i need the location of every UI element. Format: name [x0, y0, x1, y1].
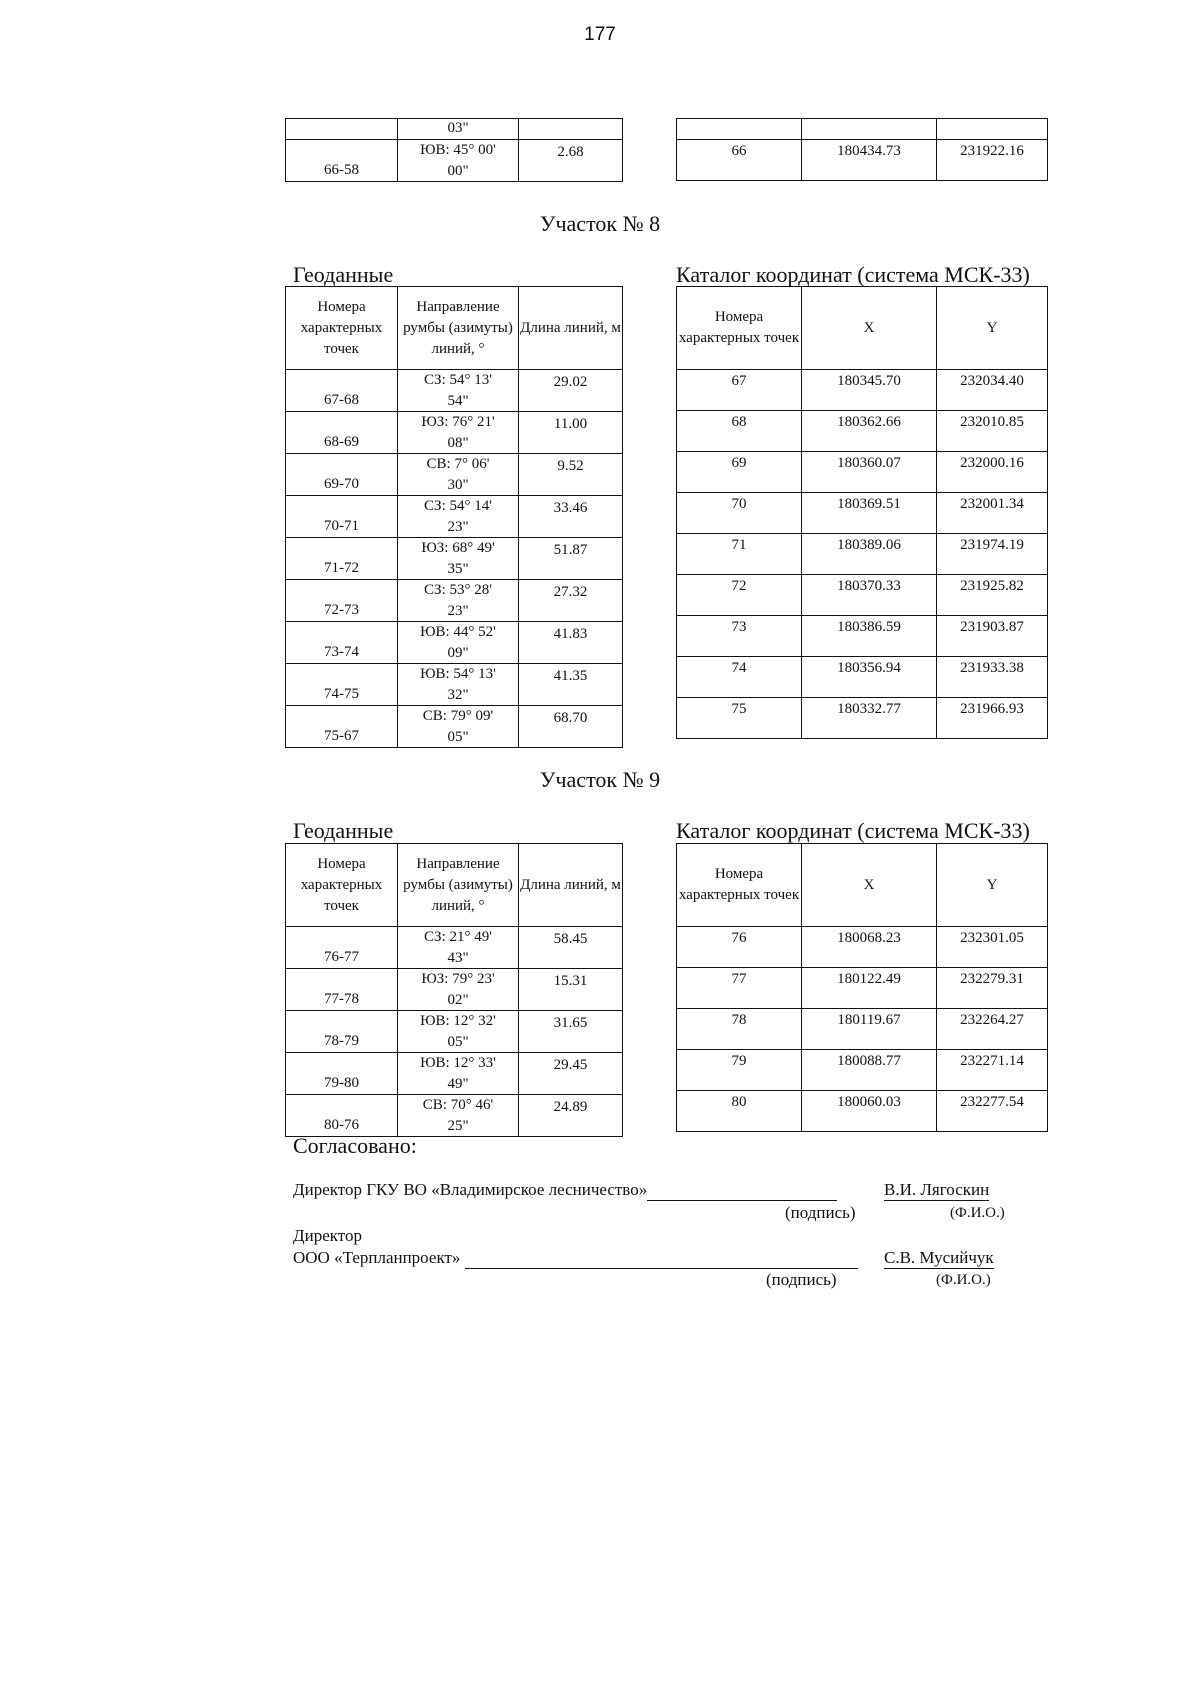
- segment-cell: [286, 119, 398, 140]
- y-cell: 231925.82: [937, 575, 1048, 616]
- approval-heading: Согласовано:: [293, 1133, 417, 1158]
- table-row: [286, 1053, 623, 1095]
- y-cell: 232000.16: [937, 452, 1048, 493]
- signer2-name: С.В. Мусийчук: [884, 1248, 994, 1267]
- x-cell: 180332.77: [802, 698, 937, 739]
- segment-cell: 69-70: [286, 454, 398, 496]
- table-row: [677, 370, 1048, 411]
- geodata-table-8: [285, 286, 623, 748]
- table-row: [286, 412, 623, 454]
- table-row: [286, 969, 623, 1011]
- length-cell: 9.52: [519, 454, 623, 496]
- length-cell: 58.45: [519, 927, 623, 969]
- segment-cell: 76-77: [286, 927, 398, 969]
- table-row: [677, 968, 1048, 1009]
- table-row: [286, 927, 623, 969]
- segment-cell: 67-68: [286, 370, 398, 412]
- column-header-length: Длина линий, м: [519, 287, 623, 370]
- coordinates-table-9: [676, 843, 1048, 1132]
- segment-cell: 74-75: [286, 664, 398, 706]
- point-cell: [677, 119, 802, 140]
- coordinates-caption: Каталог координат (система МСК-33): [676, 262, 1030, 287]
- table-row: [677, 1050, 1048, 1091]
- column-header-y: Y: [937, 287, 1048, 370]
- point-cell: 73: [677, 616, 802, 657]
- direction-cell: СВ: 7° 06' 30": [398, 454, 519, 496]
- direction-cell: СВ: 79° 09' 05": [398, 706, 519, 748]
- table-row: [677, 657, 1048, 698]
- point-cell: 71: [677, 534, 802, 575]
- table-row: [677, 698, 1048, 739]
- table-row: [677, 411, 1048, 452]
- geodata-caption: Геоданные: [293, 262, 394, 287]
- point-cell: 79: [677, 1050, 802, 1091]
- direction-cell: СЗ: 54° 14' 23": [398, 496, 519, 538]
- y-cell: 232279.31: [937, 968, 1048, 1009]
- y-cell: 231922.16: [937, 140, 1048, 181]
- table-row: [286, 706, 623, 748]
- point-cell: 77: [677, 968, 802, 1009]
- segment-cell: 75-67: [286, 706, 398, 748]
- x-cell: 180360.07: [802, 452, 937, 493]
- point-cell: 69: [677, 452, 802, 493]
- table-row: [677, 616, 1048, 657]
- segment-cell: 71-72: [286, 538, 398, 580]
- length-cell: 68.70: [519, 706, 623, 748]
- segment-cell: 80-76: [286, 1095, 398, 1137]
- column-header-direction: Направление румбы (азимуты) линий, °: [398, 844, 519, 927]
- table-row: [677, 927, 1048, 968]
- point-cell: 78: [677, 1009, 802, 1050]
- length-cell: 29.02: [519, 370, 623, 412]
- column-header-points: Номера характерных точек: [677, 844, 802, 927]
- length-cell: 27.32: [519, 580, 623, 622]
- table-row: [286, 496, 623, 538]
- x-cell: 180119.67: [802, 1009, 937, 1050]
- table-row: [677, 119, 1048, 140]
- direction-cell: СЗ: 21° 49' 43": [398, 927, 519, 969]
- direction-cell: ЮВ: 44° 52' 09": [398, 622, 519, 664]
- point-cell: 68: [677, 411, 802, 452]
- length-cell: 24.89: [519, 1095, 623, 1137]
- point-cell: 76: [677, 927, 802, 968]
- signature-label: (подпись): [766, 1270, 837, 1289]
- length-cell: 29.45: [519, 1053, 623, 1095]
- x-cell: [802, 119, 937, 140]
- length-cell: 11.00: [519, 412, 623, 454]
- table-row: [286, 622, 623, 664]
- y-cell: [937, 119, 1048, 140]
- fio-label: (Ф.И.О.): [950, 1205, 1005, 1221]
- direction-cell: ЮВ: 12° 33' 49": [398, 1053, 519, 1095]
- table-row: [677, 575, 1048, 616]
- point-cell: 72: [677, 575, 802, 616]
- y-cell: 232271.14: [937, 1050, 1048, 1091]
- signer2-role: ООО «Терпланпроект»: [293, 1248, 461, 1267]
- section-title-9: Участок № 9: [539, 767, 661, 792]
- geodata-caption: Геоданные: [293, 818, 394, 843]
- length-cell: 31.65: [519, 1011, 623, 1053]
- x-cell: 180386.59: [802, 616, 937, 657]
- x-cell: 180060.03: [802, 1091, 937, 1132]
- y-cell: 231903.87: [937, 616, 1048, 657]
- segment-cell: 68-69: [286, 412, 398, 454]
- point-cell: 70: [677, 493, 802, 534]
- y-cell: 232277.54: [937, 1091, 1048, 1132]
- table-row: [286, 664, 623, 706]
- direction-cell: ЮВ: 45° 00' 00": [398, 140, 519, 182]
- x-cell: 180122.49: [802, 968, 937, 1009]
- coordinates-caption: Каталог координат (система МСК-33): [676, 818, 1030, 843]
- x-cell: 180362.66: [802, 411, 937, 452]
- y-cell: 231966.93: [937, 698, 1048, 739]
- segment-cell: 78-79: [286, 1011, 398, 1053]
- y-cell: 232301.05: [937, 927, 1048, 968]
- length-cell: 15.31: [519, 969, 623, 1011]
- x-cell: 180389.06: [802, 534, 937, 575]
- table-row: [286, 1011, 623, 1053]
- table-header-row: [286, 287, 623, 370]
- signature-line: [465, 1248, 858, 1269]
- column-header-points: Номера характерных точек: [677, 287, 802, 370]
- length-cell: 41.35: [519, 664, 623, 706]
- signature-label: (подпись): [785, 1203, 856, 1222]
- length-cell: 51.87: [519, 538, 623, 580]
- x-cell: 180370.33: [802, 575, 937, 616]
- point-cell: 75: [677, 698, 802, 739]
- segment-cell: 77-78: [286, 969, 398, 1011]
- signer1-role: Директор ГКУ ВО «Владимирское лесничество»: [293, 1180, 648, 1199]
- table-row: [677, 140, 1048, 181]
- y-cell: 231933.38: [937, 657, 1048, 698]
- direction-cell: СЗ: 53° 28' 23": [398, 580, 519, 622]
- continuation-coordinates-table: [676, 118, 1048, 181]
- length-cell: [519, 119, 623, 140]
- signer2-role-line1: Директор: [293, 1226, 362, 1245]
- x-cell: 180068.23: [802, 927, 937, 968]
- y-cell: 232034.40: [937, 370, 1048, 411]
- table-row: [677, 452, 1048, 493]
- x-cell: 180434.73: [802, 140, 937, 181]
- column-header-length: Длина линий, м: [519, 844, 623, 927]
- table-row: [677, 1009, 1048, 1050]
- table-row: [286, 140, 623, 182]
- direction-cell: ЮЗ: 76° 21' 08": [398, 412, 519, 454]
- fio-label: (Ф.И.О.): [936, 1272, 991, 1288]
- direction-cell: ЮЗ: 68° 49' 35": [398, 538, 519, 580]
- length-cell: 33.46: [519, 496, 623, 538]
- direction-cell: СВ: 70° 46' 25": [398, 1095, 519, 1137]
- coordinates-table-8: [676, 286, 1048, 739]
- table-header-row: [286, 844, 623, 927]
- column-header-points: Номера характерных точек: [286, 844, 398, 927]
- direction-cell: ЮВ: 54° 13' 32": [398, 664, 519, 706]
- continuation-geodata-table: [285, 118, 623, 182]
- direction-cell: ЮВ: 12° 32' 05": [398, 1011, 519, 1053]
- point-cell: 74: [677, 657, 802, 698]
- length-cell: 41.83: [519, 622, 623, 664]
- segment-cell: 66-58: [286, 140, 398, 182]
- table-row: [286, 538, 623, 580]
- table-row: [677, 534, 1048, 575]
- segment-cell: 70-71: [286, 496, 398, 538]
- direction-cell: ЮЗ: 79° 23' 02": [398, 969, 519, 1011]
- column-header-points: Номера характерных точек: [286, 287, 398, 370]
- table-row: [286, 454, 623, 496]
- signer1-name: В.И. Лягоскин: [884, 1180, 990, 1199]
- segment-cell: 72-73: [286, 580, 398, 622]
- x-cell: 180088.77: [802, 1050, 937, 1091]
- page-number: 177: [584, 24, 616, 45]
- column-header-direction: Направление румбы (азимуты) линий, °: [398, 287, 519, 370]
- column-header-x: X: [802, 287, 937, 370]
- x-cell: 180369.51: [802, 493, 937, 534]
- y-cell: 232264.27: [937, 1009, 1048, 1050]
- table-row: [677, 493, 1048, 534]
- table-row: [677, 1091, 1048, 1132]
- signature-line: [647, 1180, 837, 1201]
- table-row: [286, 370, 623, 412]
- direction-cell: СЗ: 54° 13' 54": [398, 370, 519, 412]
- direction-cell: 03": [398, 119, 519, 140]
- point-cell: 66: [677, 140, 802, 181]
- point-cell: 67: [677, 370, 802, 411]
- segment-cell: 79-80: [286, 1053, 398, 1095]
- table-header-row: [677, 287, 1048, 370]
- table-row: [286, 119, 623, 140]
- signer1-line: [293, 1180, 837, 1201]
- y-cell: 232001.34: [937, 493, 1048, 534]
- y-cell: 231974.19: [937, 534, 1048, 575]
- signer2-line: [293, 1248, 858, 1269]
- column-header-y: Y: [937, 844, 1048, 927]
- geodata-table-9: [285, 843, 623, 1137]
- table-row: [286, 580, 623, 622]
- x-cell: 180345.70: [802, 370, 937, 411]
- length-cell: 2.68: [519, 140, 623, 182]
- table-header-row: [677, 844, 1048, 927]
- point-cell: 80: [677, 1091, 802, 1132]
- section-title-8: Участок № 8: [539, 211, 661, 236]
- segment-cell: 73-74: [286, 622, 398, 664]
- x-cell: 180356.94: [802, 657, 937, 698]
- table-row: [286, 1095, 623, 1137]
- column-header-x: X: [802, 844, 937, 927]
- y-cell: 232010.85: [937, 411, 1048, 452]
